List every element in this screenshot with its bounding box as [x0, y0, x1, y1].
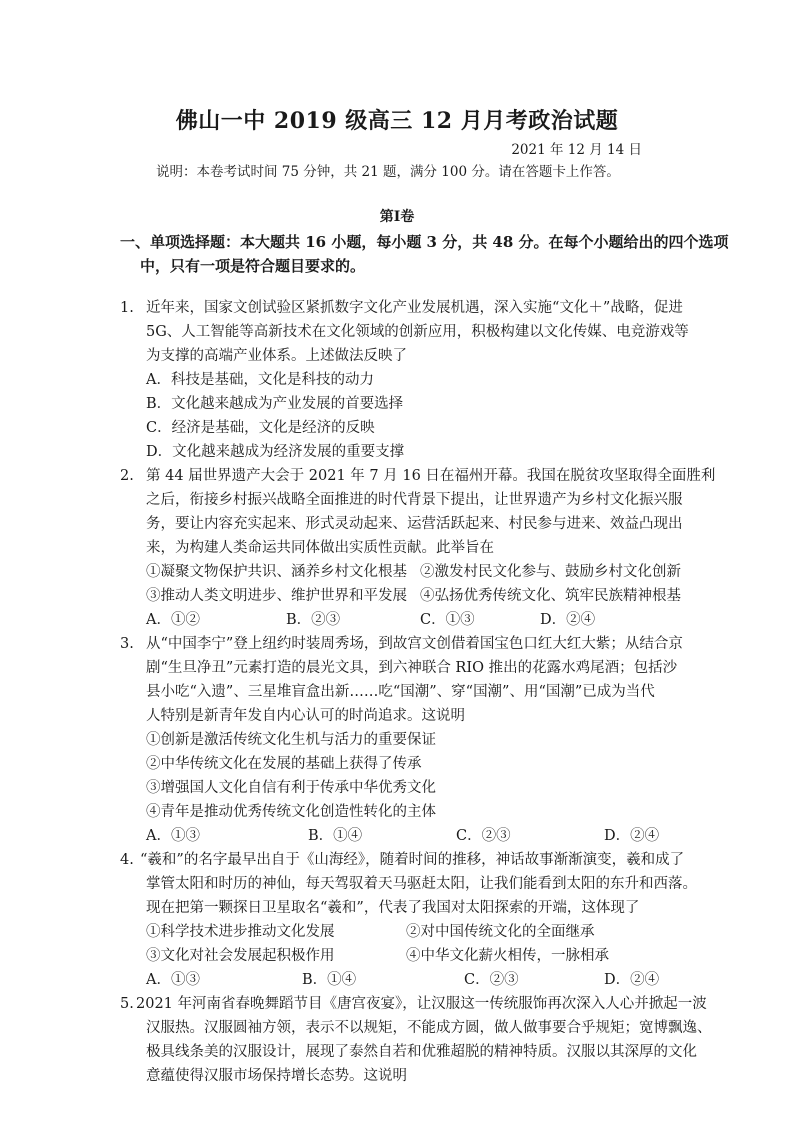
- question-text-line: “羲和”的名字最早出自于《山海经》，随着时间的推移，神话故事渐渐演变，羲和成了: [140, 852, 685, 868]
- question-text-line: 之后，衔接乡村振兴战略全面推进的时代背景下提出，让世界遗产为乡村文化振兴服: [146, 492, 683, 508]
- question-number: 3.: [120, 636, 134, 652]
- option-a: A．科技是基础，文化是科技的动力: [146, 372, 374, 388]
- answer-d: D．②④: [540, 612, 596, 628]
- statement-1: ①凝聚文物保护共识、涵养乡村文化根基: [146, 564, 407, 580]
- statement-2: ②中华传统文化在发展的基础上获得了传承: [146, 756, 422, 772]
- option-c: C．经济是基础，文化是经济的反映: [146, 420, 375, 436]
- statement-3: ③推动人类文明进步、维护世界和平发展: [146, 588, 407, 604]
- exam-date: 2021 年 12 月 14 日: [511, 142, 642, 158]
- question-text-line: 人特别是新青年发自内心认可的时尚追求。这说明: [146, 708, 465, 724]
- answer-c: C．②③: [464, 972, 519, 988]
- question-text-line: 务，要让内容充实起来、形式灵动起来、运营活跃起来、村民参与进来、效益凸现出: [146, 516, 683, 532]
- question-text-line: 来，为构建人类命运共同体做出实质性贡献。此举旨在: [146, 540, 494, 556]
- answer-d: D．②④: [604, 972, 660, 988]
- question-text-line: 汉服热。汉服圆袖方领，表示不以规矩，不能成方圆，做人做事要合乎规矩；宽博飘逸、: [146, 1020, 712, 1036]
- question-number: 1.: [120, 300, 134, 316]
- answer-b: B．①④: [302, 972, 357, 988]
- question-number: 5.: [120, 996, 134, 1012]
- statement-3: ③增强国人文化自信有利于传承中华优秀文化: [146, 780, 436, 796]
- answer-b: B．①④: [308, 828, 363, 844]
- statement-2: ②对中国传统文化的全面继承: [406, 924, 595, 940]
- question-text-line: 近年来，国家文创试验区紧抓数字文化产业发展机遇，深入实施“文化＋”战略，促进: [146, 300, 683, 316]
- question-text-line: 极具线条美的汉服设计，展现了泰然自若和优雅超脱的精神特质。汉服以其深厚的文化: [146, 1044, 697, 1060]
- question-text-line: 5G、人工智能等高新技术在文化领域的创新应用，积极构建以文化传媒、电竞游戏等: [146, 324, 689, 340]
- question-text-line: 从“中国李宁”登上纽约时装周秀场，到故宫文创借着国宝色口红大红大紫；从结合京: [146, 636, 683, 652]
- exam-instructions: 说明：本卷考试时间 75 分钟，共 21 题，满分 100 分。请在答题卡上作答。: [156, 164, 620, 180]
- answer-a: A．①③: [146, 828, 200, 844]
- answer-a: A．①②: [146, 612, 200, 628]
- answer-d: D．②④: [604, 828, 660, 844]
- question-number: 2.: [120, 468, 134, 484]
- question-text-line: 第 44 届世界遗产大会于 2021 年 7 月 16 日在福州开幕。我国在脱贫攻坚取得全面胜利: [146, 468, 716, 484]
- question-text-line: 掌管太阳和时历的神仙，每天驾驭着天马驱赶太阳，让我们能看到太阳的东升和西落。: [146, 876, 697, 892]
- question-text-line: 意蕴使得汉服市场保持增长态势。这说明: [146, 1068, 407, 1084]
- question-text-line: 2021 年河南省春晚舞蹈节目《唐宫夜宴》，让汉服这一传统服饰再次深入人心并掀起一波: [136, 996, 707, 1012]
- statement-4: ④弘扬优秀传统文化、筑牢民族精神根基: [420, 588, 681, 604]
- section-label: 第Ⅰ卷: [379, 209, 415, 225]
- answer-a: A．①③: [146, 972, 200, 988]
- question-number: 4.: [120, 852, 134, 868]
- statement-3: ③文化对社会发展起积极作用: [146, 948, 335, 964]
- question-text-line: 现在把第一颗探日卫星取名“羲和”，代表了我国对太阳探索的开端，这体现了: [146, 900, 640, 916]
- question-text-line: 县小吃“入遗”、三星堆盲盒出新……吃“国潮”、穿“国潮”、用“国潮”已成为当代: [146, 684, 655, 700]
- statement-4: ④中华文化薪火相传，一脉相承: [406, 948, 609, 964]
- option-b: B．文化越来越成为产业发展的首要选择: [146, 396, 404, 412]
- question-text-line: 剧“生旦净丑”元素打造的晨光文具，到六神联合 RIO 推出的花露水鸡尾酒；包括沙: [146, 660, 678, 676]
- statement-1: ①科学技术进步推动文化发展: [146, 924, 335, 940]
- exam-title: 佛山一中 2019 级高三 12 月月考政治试题: [175, 108, 619, 134]
- answer-b: B．②③: [286, 612, 341, 628]
- answer-c: C．①③: [420, 612, 475, 628]
- option-d: D．文化越来越成为经济发展的重要支撑: [146, 444, 405, 460]
- statement-1: ①创新是激活传统文化生机与活力的重要保证: [146, 732, 436, 748]
- statement-4: ④青年是推动优秀传统文化创造性转化的主体: [146, 804, 436, 820]
- section-instruction-line-2: 中，只有一项是符合题目要求的。: [140, 257, 366, 275]
- section-instruction-line-1: 一、单项选择题：本大题共 16 小题，每小题 3 分，共 48 分。在每个小题给出的四个选项: [120, 233, 729, 251]
- answer-c: C．②③: [456, 828, 511, 844]
- question-text-line: 为支撑的高端产业体系。上述做法反映了: [146, 348, 407, 364]
- statement-2: ②激发村民文化参与、鼓励乡村文化创新: [420, 564, 681, 580]
